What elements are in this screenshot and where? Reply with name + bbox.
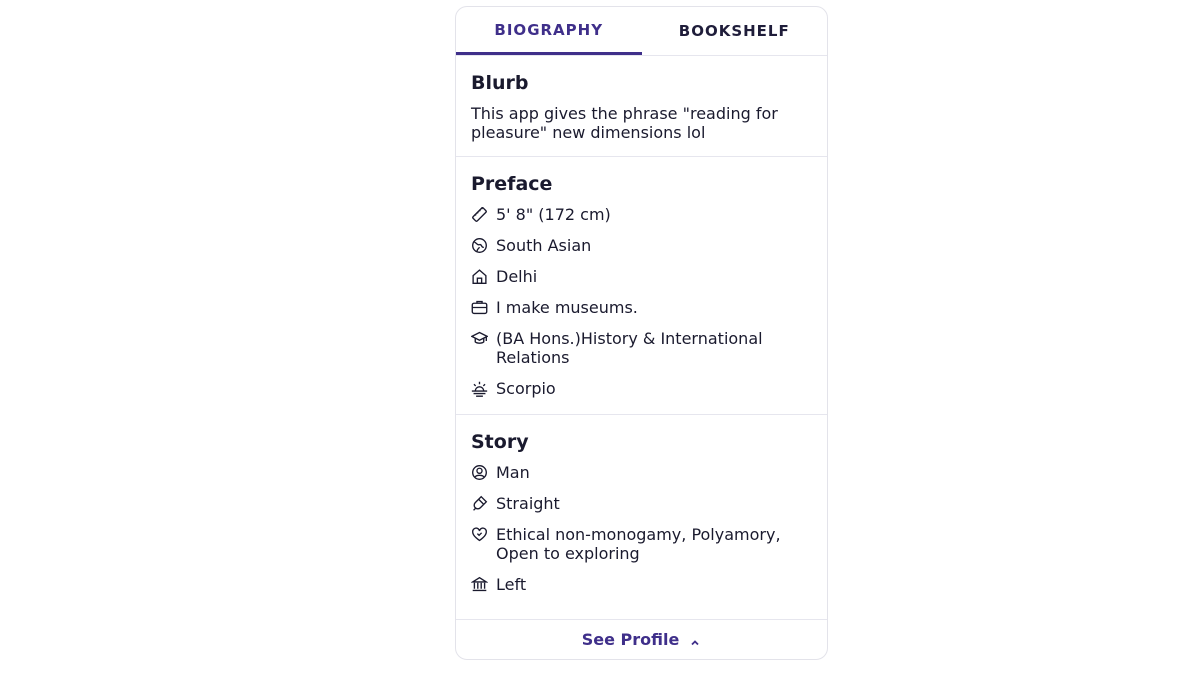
- blurb-section: [456, 56, 827, 157]
- blurb-text: This app gives the phrase "reading for pleasure" new dimensions lol: [471, 104, 778, 142]
- tab-biography[interactable]: BIOGRAPHY: [456, 7, 642, 55]
- preface-title: Preface: [471, 173, 553, 195]
- preface-item-hometown: [471, 267, 812, 286]
- heart-icon: [471, 526, 488, 543]
- story-item-relationship: [471, 525, 812, 563]
- preface-item-height: [471, 205, 812, 224]
- preface-item-label: South Asian: [496, 236, 592, 255]
- story-section: [456, 415, 827, 610]
- preface-item-label: I make museums.: [496, 298, 638, 317]
- preface-section: [456, 157, 827, 415]
- preface-item-ethnicity: [471, 236, 812, 255]
- ruler-icon: [471, 206, 488, 223]
- bank-icon: [471, 576, 488, 593]
- preface-item-education: [471, 329, 812, 367]
- tab-bar: [456, 7, 827, 56]
- story-item-label: Man: [496, 463, 530, 482]
- globe-icon: [471, 237, 488, 254]
- person-icon: [471, 464, 488, 481]
- story-item-orientation: [471, 494, 812, 513]
- briefcase-icon: [471, 299, 488, 316]
- story-item-label: Straight: [496, 494, 560, 513]
- story-title: Story: [471, 431, 529, 453]
- preface-item-label: 5' 8" (172 cm): [496, 205, 611, 224]
- story-item-label: Left: [496, 575, 527, 594]
- chevron-up-icon: [689, 634, 701, 646]
- story-item-politics: [471, 575, 812, 594]
- preface-item-label: (BA Hons.)History & International Relations: [496, 329, 763, 367]
- graduation-cap-icon: [471, 330, 488, 347]
- magnet-icon: [471, 495, 488, 512]
- see-profile-button[interactable]: [456, 619, 827, 659]
- preface-item-zodiac: [471, 379, 812, 398]
- preface-item-label: Scorpio: [496, 379, 556, 398]
- sunrise-icon: [471, 380, 488, 397]
- blurb-title: Blurb: [471, 72, 529, 94]
- see-profile-label: See Profile: [581, 630, 680, 649]
- profile-card: [455, 6, 828, 660]
- home-icon: [471, 268, 488, 285]
- story-item-label: Ethical non-monogamy, Polyamory, Open to exploring: [496, 525, 781, 563]
- tab-bookshelf[interactable]: BOOKSHELF: [678, 22, 790, 40]
- preface-item-work: [471, 298, 812, 317]
- story-item-gender: [471, 463, 812, 482]
- preface-item-label: Delhi: [496, 267, 538, 286]
